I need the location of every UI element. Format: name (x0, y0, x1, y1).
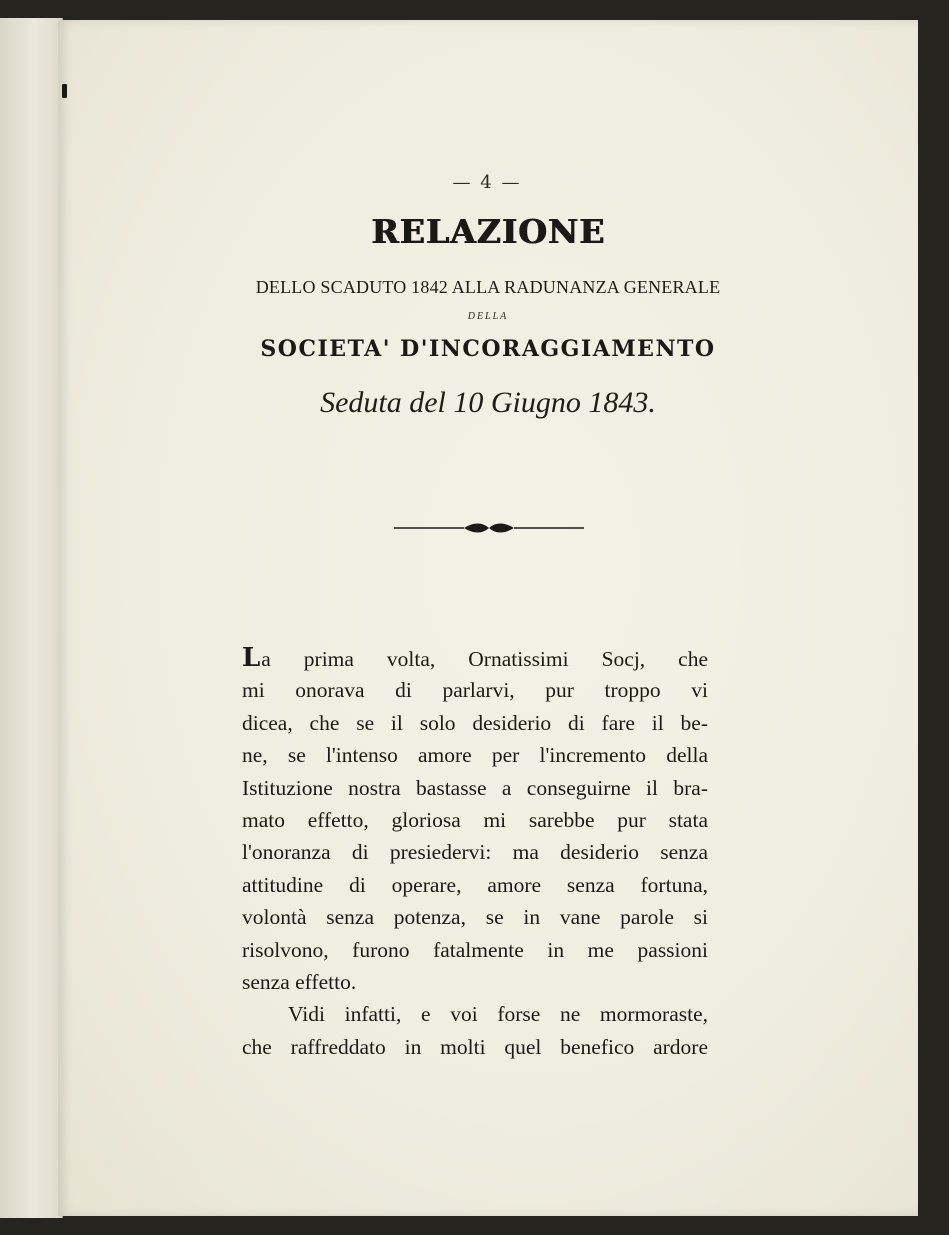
title-connector: DELLA (467, 311, 509, 322)
body-line: mi onorava di parlarvi, pur troppo vi (242, 678, 708, 703)
drop-cap: L (242, 643, 260, 673)
body-line: volontà senza potenza, se in vane parole si (242, 905, 708, 930)
page-number: — 4 — (452, 172, 522, 193)
body-line: l'onoranza di presiedervi: ma desiderio senza (242, 840, 708, 865)
body-line: La prima volta, Ornatissimi Socj, che (242, 643, 708, 673)
society-name: SOCIETA' D'INCORAGGIAMENTO (260, 336, 716, 362)
body-line: che raffreddato in molti quel benefico ardore (242, 1034, 708, 1059)
body-line: ne, se l'intenso amore per l'incremento della (242, 743, 708, 768)
body-line: Istituzione nostra bastasse a conseguirne il bra- (242, 775, 708, 800)
body-line: risolvono, furono fatalmente in me passioni (242, 937, 708, 962)
previous-page-edge (0, 18, 63, 1218)
document-title: RELAZIONE (371, 212, 605, 251)
ornament-divider-icon (394, 518, 584, 538)
body-line: Vidi infatti, e voi forse ne mormoraste, (288, 1002, 708, 1027)
document-subtitle: DELLO SCADUTO 1842 ALLA RADUNANZA GENERALE (255, 277, 721, 297)
body-line: senza effetto. (242, 969, 357, 994)
body-line: attitudine di operare, amore senza fortuna, (242, 872, 708, 897)
body-text (242, 642, 708, 1063)
body-line: dicea, che se il solo desiderio di fare il be- (242, 710, 708, 735)
session-date: Seduta del 10 Giugno 1843. (320, 386, 656, 419)
document-page (58, 20, 918, 1216)
body-line: mato effetto, gloriosa mi sarebbe pur stata (242, 807, 708, 832)
binding-mark (62, 84, 67, 98)
